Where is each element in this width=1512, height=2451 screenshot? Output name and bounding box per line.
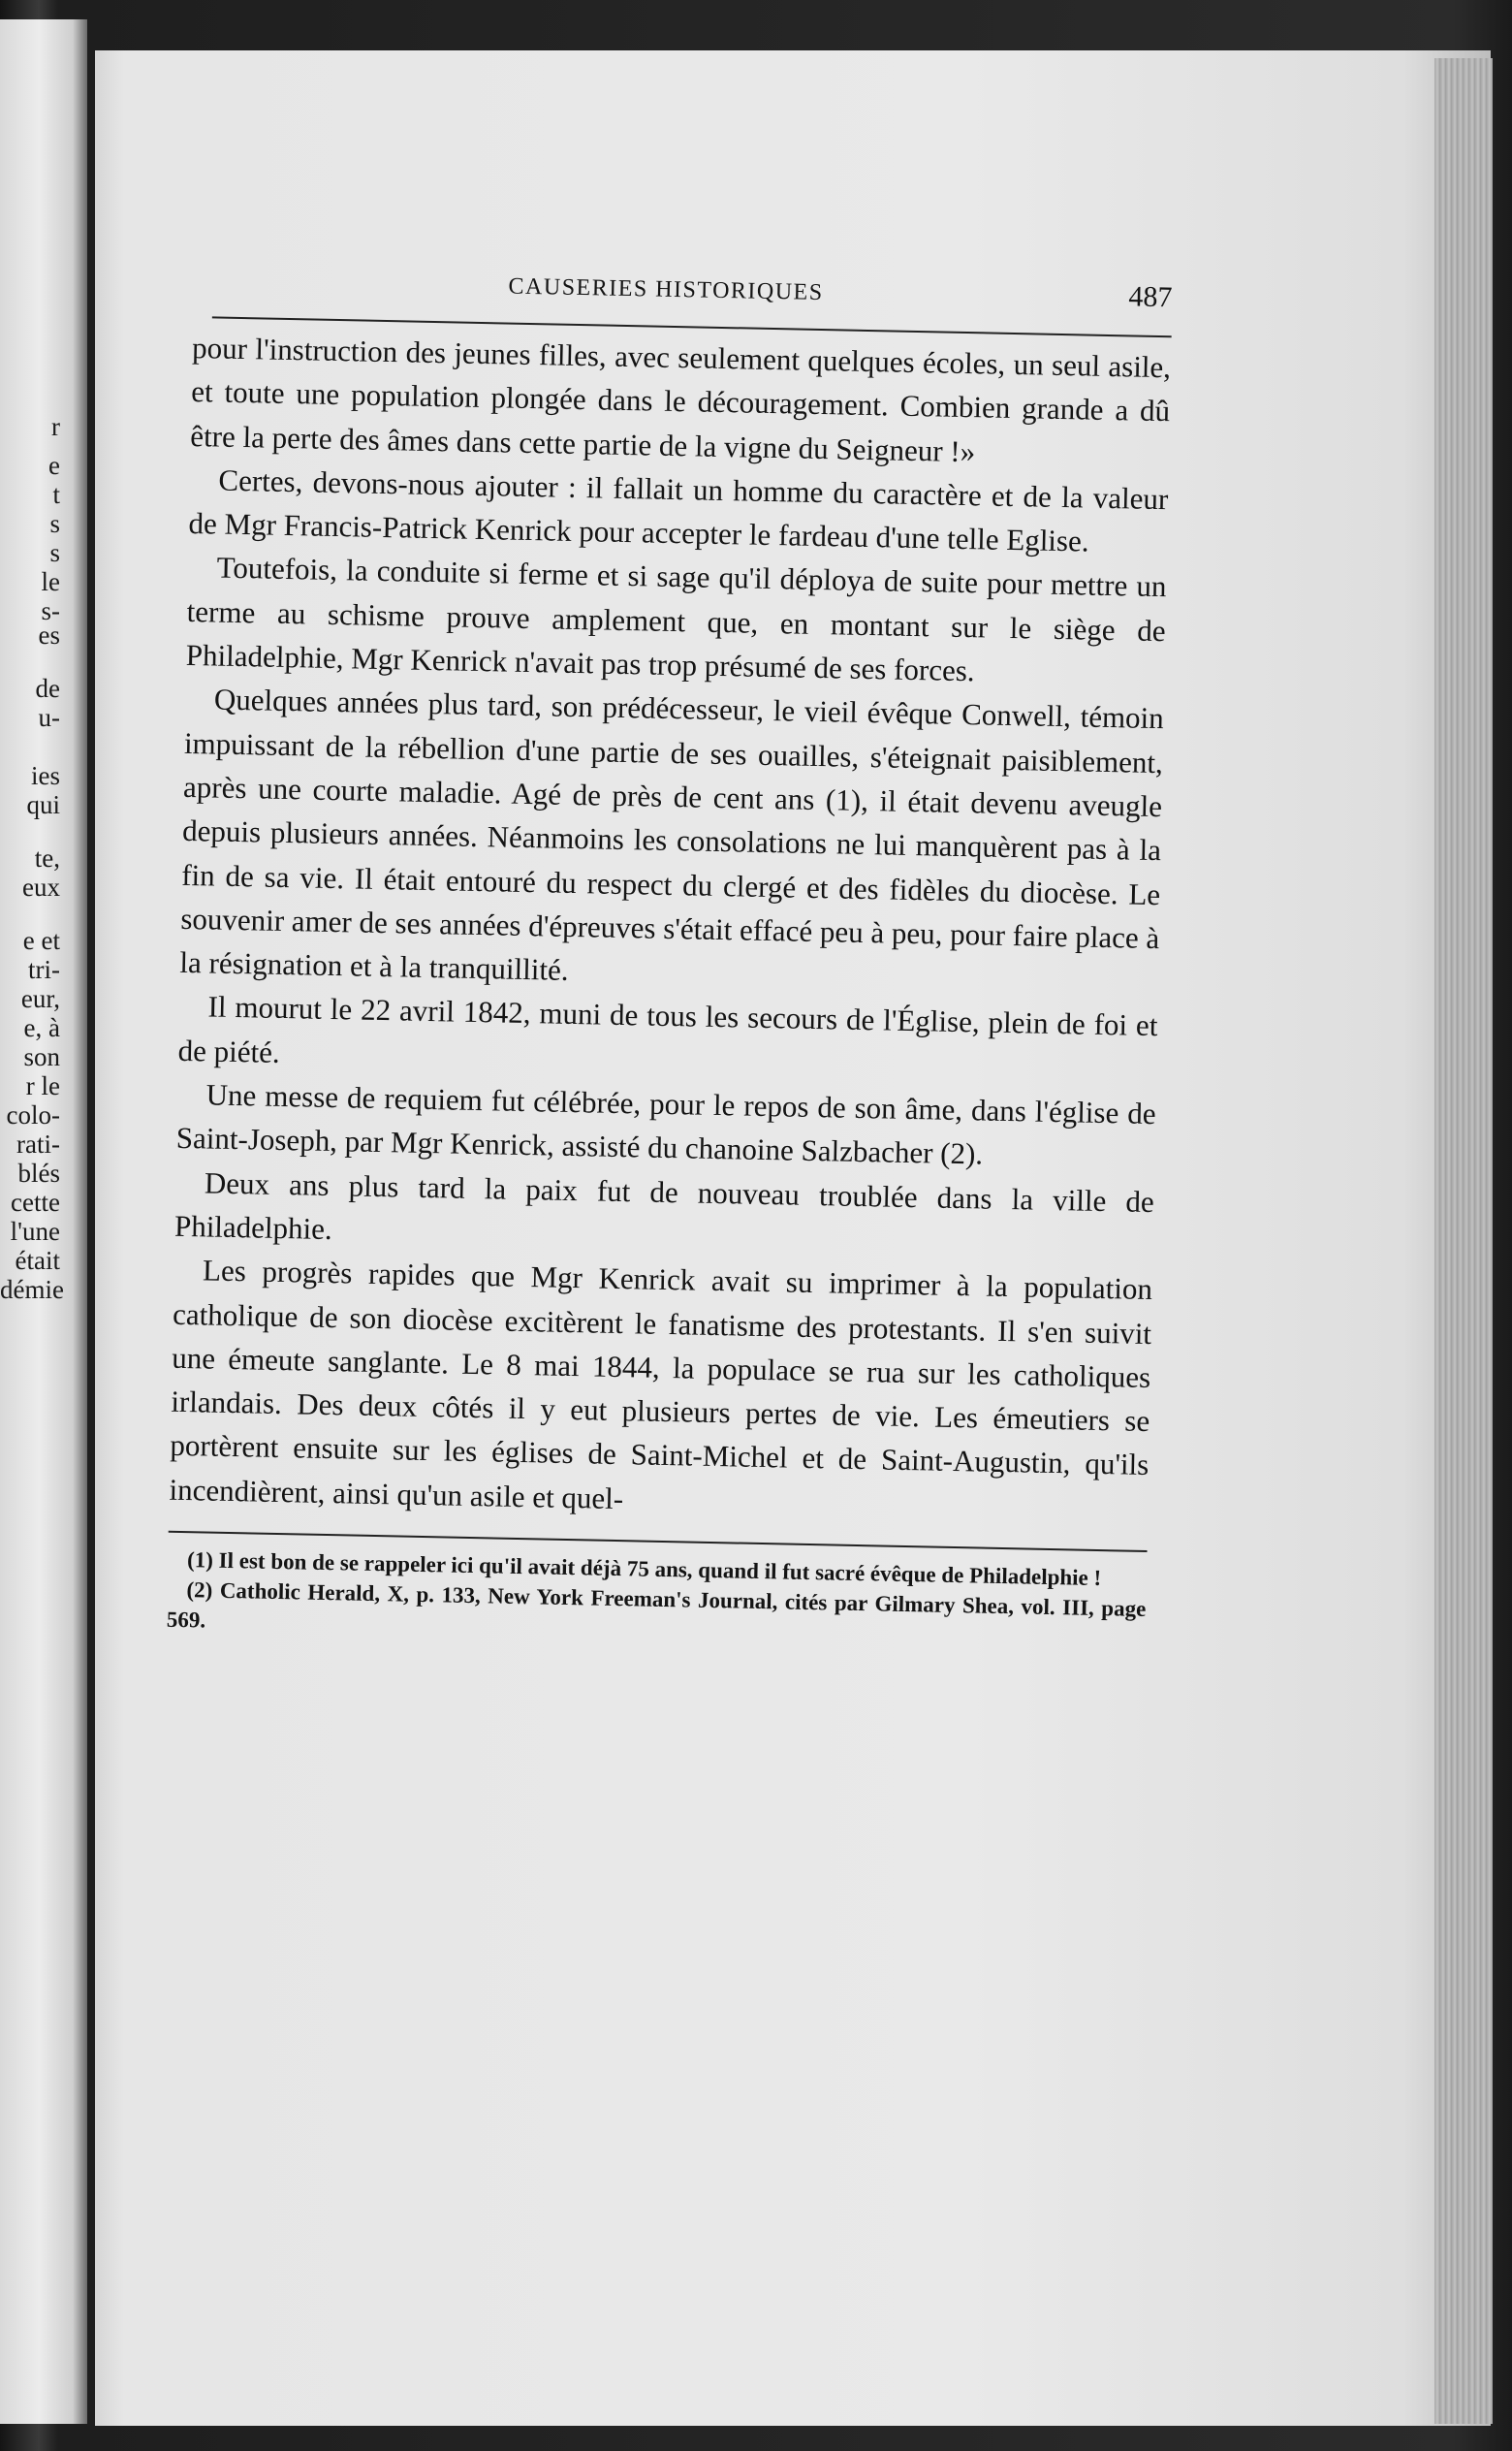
facing-page-fragment: était [15,1246,60,1275]
facing-page-fragment: eux [22,873,60,902]
facing-page-fragment: r le [25,1071,60,1100]
paragraph: pour l'instruction des jeunes filles, avec seulement quelques écoles, un seul asile, et toute une population plongée dans le découragement. Combien grande a dû être la perte des âmes dans cette partie de la vigne du Seigneur !» [190,330,1172,468]
facing-page-fragment: es [38,621,60,650]
facing-page-fragment: s [49,509,60,538]
facing-page-fragment: e et [22,926,60,955]
facing-page-fragment: s- [41,596,60,625]
facing-page-fragment: tri- [28,955,60,984]
facing-page-edge [0,19,87,2424]
paragraph: Toutefois, la conduite si ferme et si sage qu'il déploya de suite pour mettre un terme au schisme prouve amplement que, en montant sur le siège de Philadelphie, Mgr Kenrick n'avait pas trop présumé de ses forces. [185,551,1167,688]
facing-page-fragment: ies [31,761,60,790]
facing-page-fragment: te, [34,844,60,873]
facing-page-fragment: son [23,1042,60,1071]
facing-page-fragment: qui [26,790,60,819]
facing-page-fragment: r [51,412,60,441]
paragraph: Quelques années plus tard, son prédécesseur, le vieil évêque Conwell, témoin impuissant de la rébellion d'une partie de ses ouailles, s'éteignait paisiblement, après une courte maladie. Agé de près de cent ans (1), il était devenu aveugle depuis plusieurs années. Néanmoins les consolations ne lui manquèrent pas à la fin de sa vie. Il était entouré du respect du clergé et des fidèles du diocèse. Le souvenir amer de ses années d'épreuves s'était effacé peu à peu, pour faire place à la résignation et à la tranquillité. [179,682,1165,988]
footnote: (2) Catholic Herald, X, p. 133, New York Freeman's Journal, cités par Gilmary Shea, vol. III, page 569. [166,1577,1147,1633]
facing-page-fragment: u- [38,703,60,732]
body-text [169,326,1171,1531]
facing-page-fragment: s [49,538,60,567]
paragraph: Deux ans plus tard la paix fut de nouveau troublée dans la ville de Philadelphie. [173,1165,1155,1246]
facing-page-fragment: t [52,480,60,509]
paragraph: Certes, devons-nous ajouter : il fallait un homme du caractère et de la valeur de Mgr Francis-Patrick Kenrick pour accepter le fardeau d'une telle Eglise. [188,462,1169,558]
facing-page-fragment: démie [0,1275,64,1304]
paragraph: Une messe de requiem fut célébrée, pour le repos de son âme, dans l'église de Saint-Joseph, par Mgr Kenrick, assisté du chanoine Salzbacher (2). [175,1077,1156,1171]
facing-page-fragment: l'une [10,1217,60,1246]
page-number: 487 [1128,280,1173,314]
paragraph: Les progrès rapides que Mgr Kenrick avait su imprimer à la population catholique de son diocèse excitèrent le fanatisme des protestants. Il s'en suivit une émeute sanglante. Le 8 mai 1844, la populace se rua sur les catholiques irlandais. Des deux côtés il y eut plusieurs pertes de vie. Les émeutiers se portèrent ensuite sur les églises de Saint-Michel et de Saint-Augustin, qu'ils incendièrent, ainsi qu'un asile et quel- [169,1253,1153,1515]
facing-page-fragment: colo- [6,1100,60,1130]
footnote: (1) Il est bon de se rappeler ici qu'il avait déjà 75 ans, quand il fut sacré évêque de Philadelphie ! [186,1547,1102,1591]
facing-page-fragment: eur, [20,984,60,1013]
facing-page-fragment: blés [17,1159,60,1188]
running-head: CAUSERIES HISTORIQUES [508,273,824,306]
page-edge-stack [1434,58,1493,2424]
facing-page-fragment: cette [11,1188,60,1217]
facing-page-fragment: rati- [16,1130,60,1159]
page-text-block [167,262,1173,1654]
paragraph: Il mourut le 22 avril 1842, muni de tous les secours de l'Église, plein de foi et de piété. [177,989,1158,1069]
facing-page-fragment: e, à [23,1013,60,1042]
facing-page-fragment: de [35,674,60,703]
facing-page-fragment: le [41,567,60,596]
facing-page-fragment: e [48,451,60,480]
